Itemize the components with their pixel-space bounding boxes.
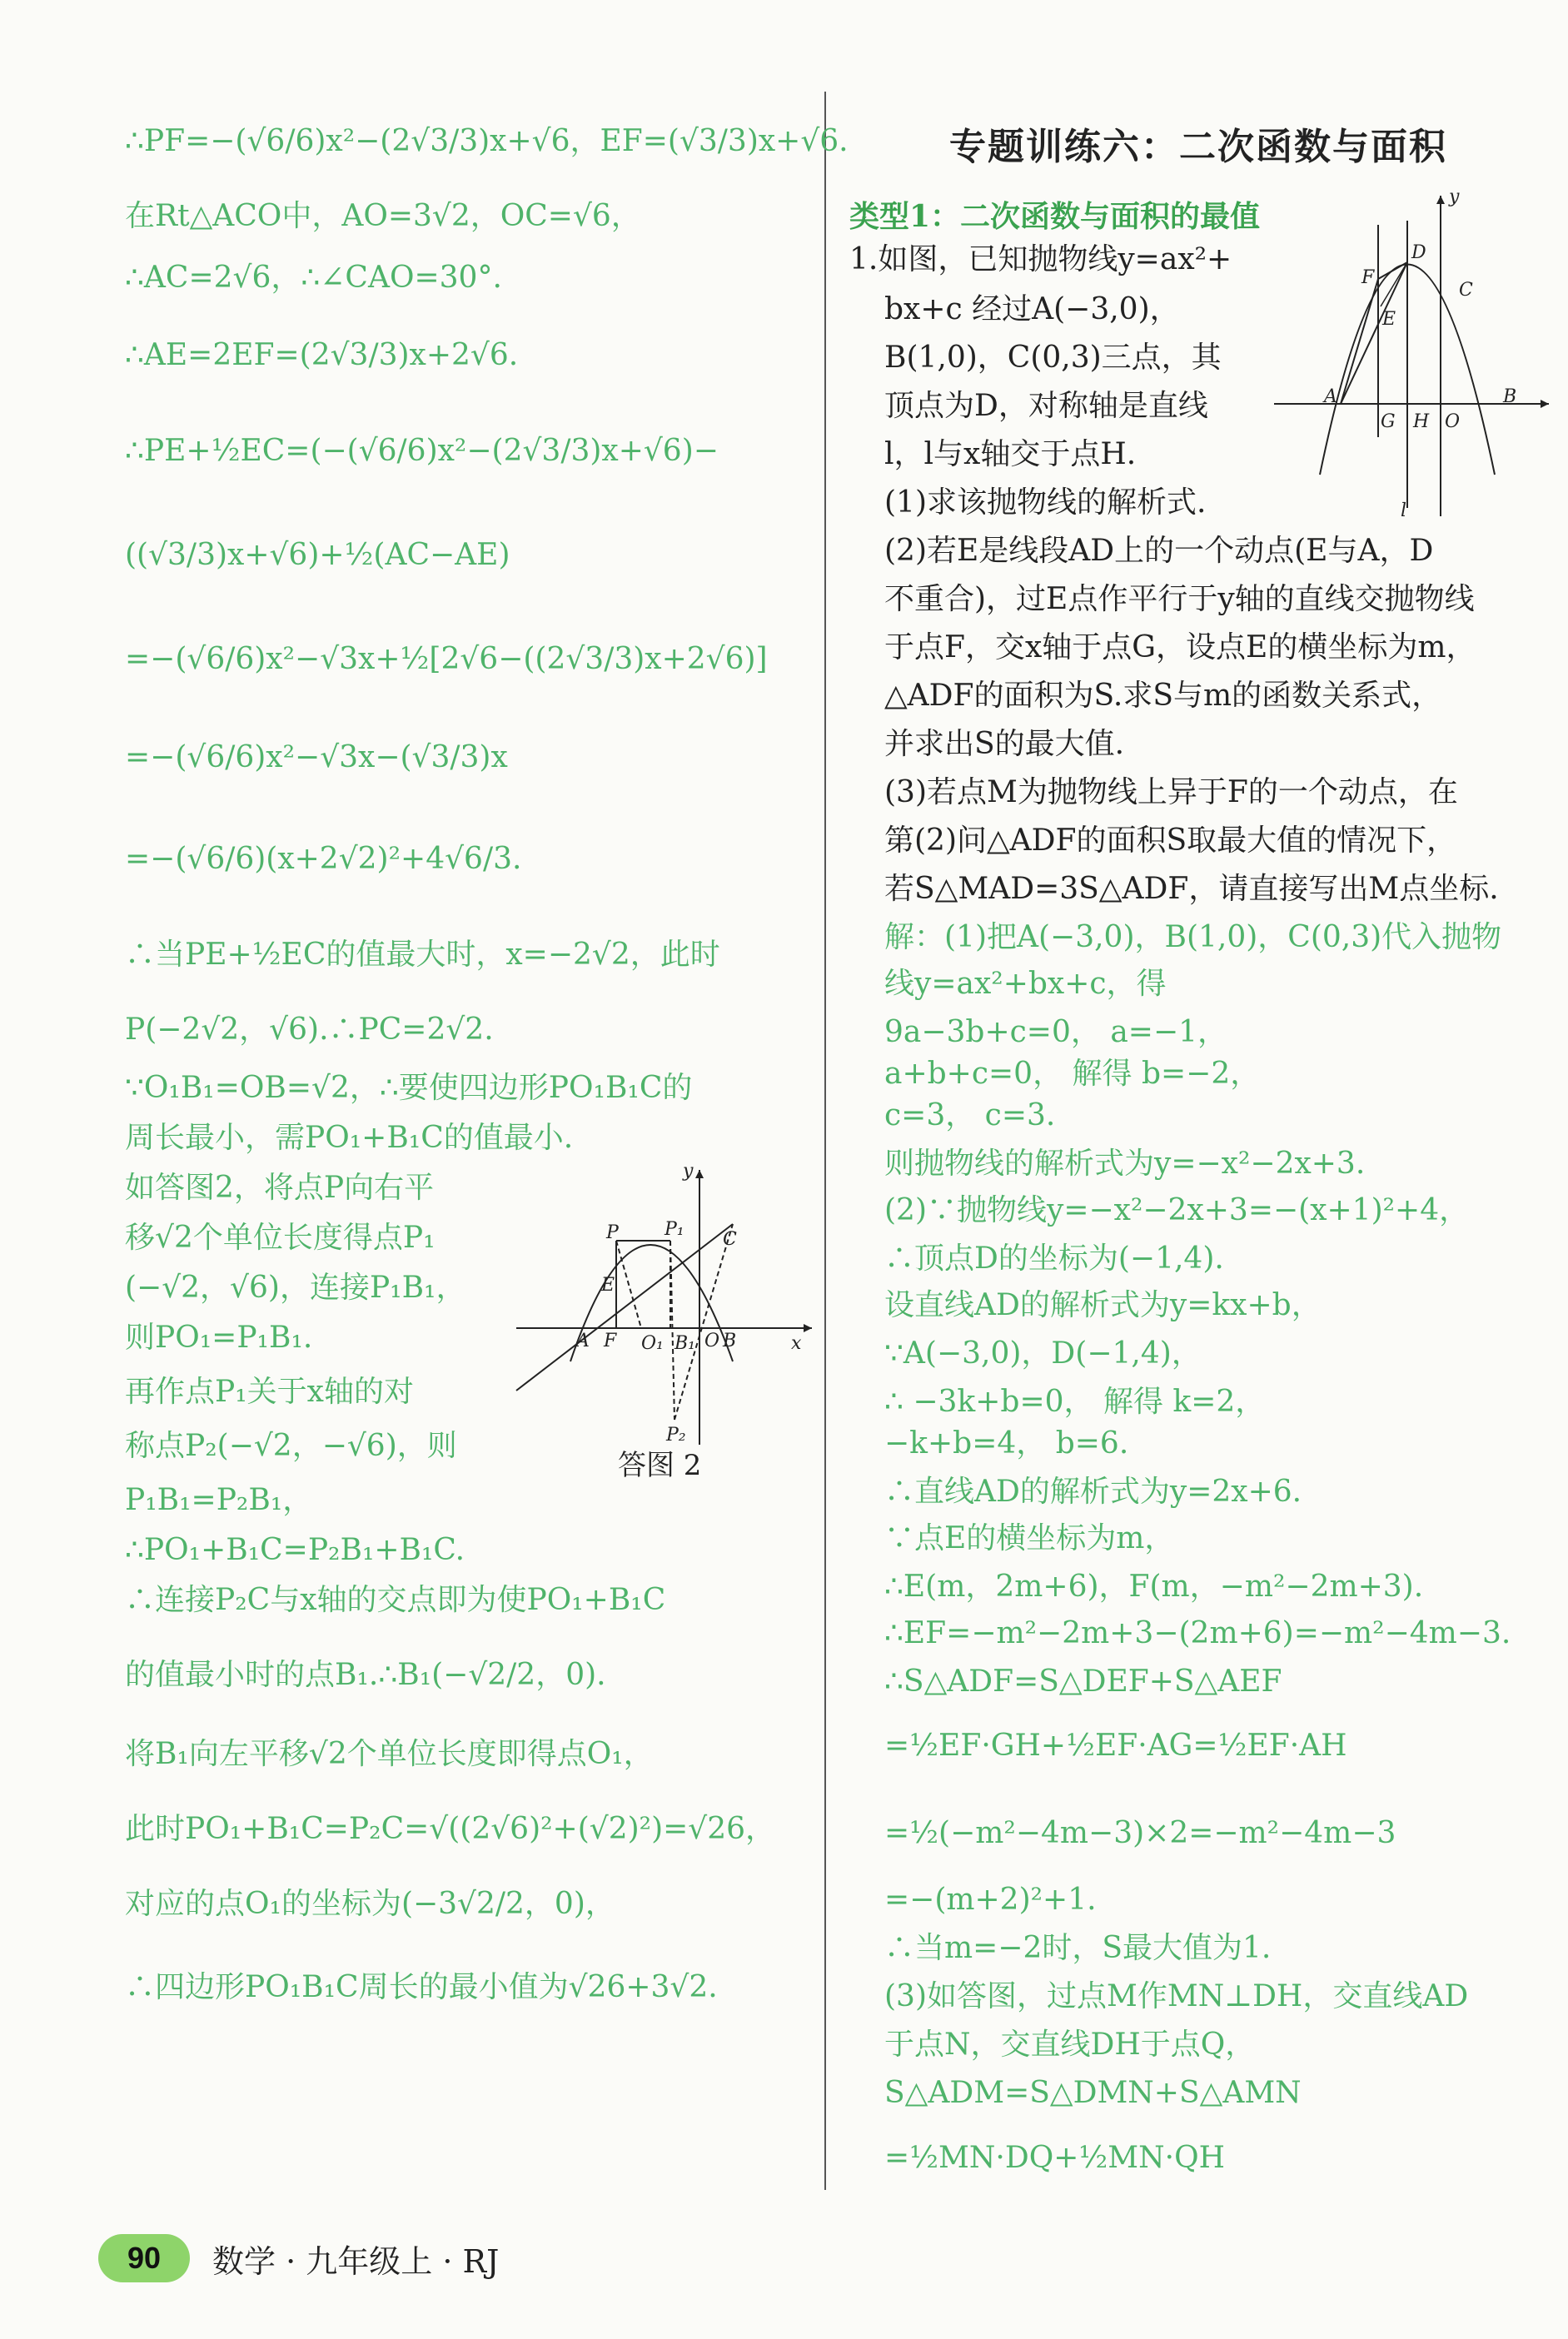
solution-line: ∴PE+½EC=(−(√6/6)x²−(2√3/3)x+√6)− — [125, 434, 719, 468]
fig1-label-y: y — [1449, 187, 1460, 207]
solution-line: ∴AC=2√6，∴∠CAO=30°. — [125, 261, 502, 295]
solution-line: =−(√6/6)x²−√3x+½[2√6−((2√3/3)x+2√6)] — [125, 642, 768, 676]
fig2-label-F: F — [604, 1331, 617, 1351]
fig2-label-A: A — [576, 1331, 590, 1351]
solution-line: S△ADM=S△DMN+S△AMN — [884, 2076, 1302, 2110]
solution-line: −k+b=4， b=6. — [884, 1426, 1129, 1461]
solution-line: ∴顶点D的坐标为(−1,4). — [884, 1242, 1224, 1276]
solution-line: ∵A(−3,0)，D(−1,4)， — [884, 1336, 1202, 1371]
solution-line: ∴S△ADF=S△DEF+S△AEF — [884, 1665, 1282, 1699]
section-title: 专题训练六：二次函数与面积 — [949, 126, 1447, 168]
problem-line: 并求出S的最大值. — [884, 727, 1125, 761]
solution-line: (−√2，√6)，连接P₁B₁， — [125, 1271, 466, 1305]
solution-line: =−(√6/6)(x+2√2)²+4√6/3. — [125, 842, 522, 876]
fig1-label-A: A — [1324, 386, 1337, 407]
solution-line: ∴AE=2EF=(2√3/3)x+2√6. — [125, 338, 519, 372]
answer-figure-2-caption: 答图 2 — [618, 1449, 702, 1482]
solution-line: (2)∵抛物线y=−x²−2x+3=−(x+1)²+4， — [884, 1193, 1470, 1227]
solution-line: 如答图2，将点P向右平 — [125, 1171, 435, 1205]
problem-line: △ADF的面积为S.求S与m的函数关系式， — [884, 679, 1442, 713]
solution-line: ∴PO₁+B₁C=P₂B₁+B₁C. — [125, 1533, 465, 1567]
fig2-label-B1: B₁ — [674, 1333, 695, 1354]
solution-line: 移√2个单位长度得点P₁ — [125, 1221, 436, 1255]
solution-line: ∴E(m，2m+6)，F(m，−m²−2m+3). — [884, 1570, 1424, 1604]
solution-line: =−(√6/6)x²−√3x−(√3/3)x — [125, 740, 508, 774]
fig1-label-C: C — [1459, 280, 1473, 301]
solution-line: =½MN·DQ+½MN·QH — [884, 2141, 1226, 2175]
problem-line: l，l与x轴交于点H. — [884, 437, 1137, 471]
solution-line: ∴四边形PO₁B₁C周长的最小值为√26+3√2. — [125, 1970, 718, 2004]
solution-line: P(−2√2，√6).∴PC=2√2. — [125, 1013, 494, 1047]
page-number-badge: 90 — [98, 2234, 190, 2282]
problem-figure — [1274, 187, 1549, 520]
solution-line: =½EF·GH+½EF·AG=½EF·AH — [884, 1729, 1347, 1763]
fig1-label-D: D — [1411, 242, 1426, 263]
problem-line: (3)若点M为抛物线上异于F的一个动点，在 — [884, 775, 1458, 809]
solution-line: 的值最小时的点B₁.∴B₁(−√2/2，0). — [125, 1658, 606, 1692]
fig2-label-x: x — [791, 1333, 802, 1354]
fig2-label-E: E — [601, 1275, 615, 1296]
solution-line: ((√3/3)x+√6)+½(AC−AE) — [125, 538, 510, 572]
solution-line: (3)如答图，过点M作MN⊥DH，交直线AD — [884, 1979, 1469, 2013]
fig2-label-P: P — [606, 1222, 619, 1243]
problem-line: bx+c 经过A(−3,0)， — [884, 292, 1180, 326]
problem-line: 第(2)问△ADF的面积S取最大值的情况下， — [884, 824, 1457, 858]
fig1-label-l: l — [1401, 500, 1407, 520]
solution-line: 线y=ax²+bx+c，得 — [884, 967, 1167, 1001]
problem-line: B(1,0)，C(0,3)三点，其 — [884, 341, 1222, 375]
fig2-label-B: B — [723, 1331, 737, 1351]
solution-line: 则PO₁=P₁B₁. — [125, 1321, 313, 1355]
problem-line: 若S△MAD=3S△ADF，请直接写出M点坐标. — [884, 872, 1499, 906]
fig2-label-P2: P₂ — [666, 1425, 686, 1446]
solution-line: ∴EF=−m²−2m+3−(2m+6)=−m²−4m−3. — [884, 1616, 1511, 1650]
fig2-label-O: O — [704, 1331, 720, 1351]
fig2-label-y: y — [683, 1162, 694, 1182]
fig1-label-E: E — [1382, 309, 1396, 330]
problem-line: 1.如图，已知抛物线y=ax²+ — [849, 242, 1232, 276]
solution-line: ∴当m=−2时，S最大值为1. — [884, 1931, 1272, 1965]
solution-line: 设直线AD的解析式为y=kx+b， — [884, 1288, 1322, 1322]
fig1-label-H: H — [1413, 411, 1430, 432]
solution-line: 再作点P₁关于x轴的对 — [125, 1375, 414, 1409]
solution-line: ∴PF=−(√6/6)x²−(2√3/3)x+√6，EF=(√3/3)x+√6. — [125, 124, 849, 158]
solution-line: 周长最小，需PO₁+B₁C的值最小. — [125, 1121, 574, 1155]
type-subheading: 类型1：二次函数与面积的最值 — [849, 199, 1261, 234]
solution-line: 称点P₂(−√2，−√6)，则 — [125, 1429, 457, 1463]
fig1-label-F: F — [1361, 267, 1375, 288]
problem-line: 于点F，交x轴于点G，设点E的横坐标为m， — [884, 630, 1476, 664]
column-divider — [824, 92, 826, 2190]
problem-line: 不重合)，过E点作平行于y轴的直线交抛物线 — [884, 582, 1475, 616]
solution-line: ∴ −3k+b=0， 解得 k=2， — [884, 1385, 1266, 1419]
solution-line: =−(m+2)²+1. — [884, 1883, 1097, 1917]
answer-figure-2 — [508, 1162, 816, 1453]
fig2-label-C: C — [723, 1229, 737, 1250]
solution-line: c=3， c=3. — [884, 1098, 1056, 1132]
solution-line: 将B₁向左平移√2个单位长度即得点O₁， — [125, 1737, 654, 1771]
solution-line: 于点N，交直线DH于点Q， — [884, 2028, 1256, 2062]
solution-line: ∴当PE+½EC的值最大时，x=−2√2，此时 — [125, 938, 720, 972]
solution-line: 在Rt△ACO中，AO=3√2，OC=√6， — [125, 199, 641, 233]
solution-line: a+b+c=0， 解得 b=−2， — [884, 1057, 1261, 1091]
solution-line: P₁B₁=P₂B₁， — [125, 1483, 313, 1517]
fig2-label-P1: P₁ — [665, 1219, 684, 1240]
solution-line: ∴直线AD的解析式为y=2x+6. — [884, 1475, 1302, 1509]
problem-line: 顶点为D，对称轴是直线 — [884, 389, 1208, 423]
solution-line: 解：(1)把A(−3,0)，B(1,0)，C(0,3)代入抛物 — [884, 920, 1502, 954]
fig1-label-O: O — [1445, 411, 1461, 432]
solution-line: ∵O₁B₁=OB=√2，∴要使四边形PO₁B₁C的 — [125, 1071, 693, 1105]
fig1-label-G: G — [1381, 411, 1396, 432]
solution-line: ∵点E的横坐标为m， — [884, 1521, 1175, 1555]
problem-line: (2)若E是线段AD上的一个动点(E与A，D — [884, 534, 1434, 568]
solution-line: 此时PO₁+B₁C=P₂C=√((2√6)²+(√2)²)=√26， — [125, 1812, 776, 1846]
footer-book-info: 数学 · 九年级上 · RJ — [212, 2243, 500, 2280]
problem-line: (1)求该抛物线的解析式. — [884, 485, 1207, 520]
fig2-label-O1: O₁ — [641, 1333, 664, 1354]
fig1-label-B: B — [1503, 386, 1517, 407]
solution-line: 对应的点O₁的坐标为(−3√2/2，0)， — [125, 1887, 615, 1921]
solution-line: 9a−3b+c=0， a=−1， — [884, 1015, 1228, 1049]
solution-line: 则抛物线的解析式为y=−x²−2x+3. — [884, 1147, 1366, 1181]
solution-line: =½(−m²−4m−3)×2=−m²−4m−3 — [884, 1816, 1396, 1850]
solution-line: ∴连接P₂C与x轴的交点即为使PO₁+B₁C — [125, 1583, 666, 1617]
